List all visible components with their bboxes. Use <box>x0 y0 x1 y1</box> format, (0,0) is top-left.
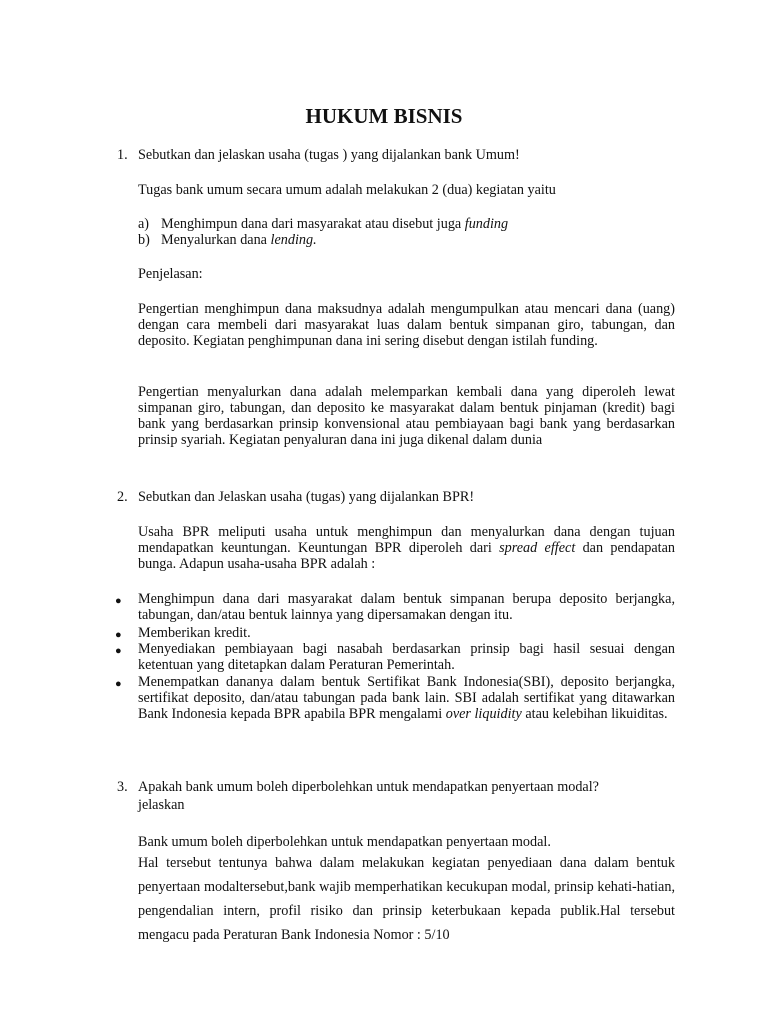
q1-explain-label: Penjelasan: <box>138 266 203 282</box>
q1-item-a <box>138 216 509 232</box>
q1-item-b <box>138 232 317 248</box>
q3-answer: Bank umum boleh diperbolehkan untuk mendapatkan penyertaan modal. <box>138 834 551 850</box>
q1-item-b-marker: b) <box>138 232 150 248</box>
document-title: HUKUM BISNIS <box>305 104 463 128</box>
bullet-icon: ● <box>115 595 122 607</box>
q2-intro-b: dan pendapatan bunga. Adapun usaha-usaha BPR adalah : <box>138 540 675 572</box>
q2-number: 2. <box>117 489 128 505</box>
q1-number: 1. <box>117 147 128 163</box>
q3-number: 3. <box>117 779 128 795</box>
q2-intro <box>138 524 675 572</box>
bullet-icon: ● <box>115 645 122 657</box>
q1-item-b-text: Menyalurkan dana <box>161 232 271 248</box>
q3-question-line-2: jelaskan <box>138 797 185 813</box>
q2-question: Sebutkan dan Jelaskan usaha (tugas) yang dijalankan BPR! <box>138 489 475 505</box>
q1-paragraph-2: Pengertian menyalurkan dana adalah melemparkan kembali dana yang diperoleh lewat simpanan giro, tabungan, dan deposito ke masyarakat dalam bentuk pinjaman (kredit) bagi bank yang berdasarkan prinsip konvensional atau pembiayaan bagi bank yang berdasarkan prinsip syariah. Kegiatan penyaluran dana ini juga dikenal dalam dunia <box>138 384 675 448</box>
q1-item-a-italic: funding <box>464 216 509 232</box>
q2-bullet-4-b: atau kelebihan likuiditas. <box>521 706 668 722</box>
q2-bullet-3: Menyediakan pembiayaan bagi nasabah berdasarkan prinsip bagi hasil sesuai dengan ketentuan yang ditetapkan dalam Peraturan Pemerintah. <box>138 641 675 673</box>
q1-item-a-marker: a) <box>138 216 150 232</box>
bullet-icon: ● <box>115 678 122 690</box>
q2-intro-a: Usaha BPR meliputi usaha untuk menghimpun dan menyalurkan dana dengan tujuan mendapatkan keuntungan. Keuntungan BPR diperoleh dari <box>138 524 675 556</box>
q1-question: Sebutkan dan jelaskan usaha (tugas ) yang dijalankan bank Umum! <box>138 147 520 163</box>
q2-intro-italic: spread effect <box>499 540 576 556</box>
q2-bullet-2: Memberikan kredit. <box>138 625 251 641</box>
q3-paragraph: Hal tersebut tentunya bahwa dalam melakukan kegiatan penyediaan dana dalam bentuk penyertaan modaltersebut,bank wajib memperhatikan kecukupan modal, prinsip kehati-hatian, pengendalian intern, profil risiko dan prinsip keterbukaan kepada publik.Hal tersebut mengacu pada Peraturan Bank Indonesia Nomor : 5/10 <box>138 855 675 943</box>
q2-bullet-4 <box>138 674 675 722</box>
q2-bullet-4-italic: over liquidity <box>445 706 522 722</box>
q1-item-b-italic: lending. <box>270 232 317 248</box>
q3-question-line-1: Apakah bank umum boleh diperbolehkan untuk mendapatkan penyertaan modal? <box>138 779 599 795</box>
q1-intro: Tugas bank umum secara umum adalah melakukan 2 (dua) kegiatan yaitu <box>138 182 556 198</box>
q1-item-a-text: Menghimpun dana dari masyarakat atau disebut juga <box>161 216 465 232</box>
q2-bullet-1: Menghimpun dana dari masyarakat dalam bentuk simpanan berupa deposito berjangka, tabungan, dan/atau bentuk lainnya yang dipersamakan dengan itu. <box>138 591 675 623</box>
bullet-icon: ● <box>115 629 122 641</box>
q1-paragraph-1: Pengertian menghimpun dana maksudnya adalah mengumpulkan atau mencari dana (uang) dengan cara membeli dari masyarakat luas dalam bentuk simpanan giro, tabungan, dan deposito. Kegiatan penghimpunan dana ini sering disebut dengan istilah funding. <box>138 301 675 349</box>
q2-bullet-4-a: Menempatkan dananya dalam bentuk Sertifikat Bank Indonesia(SBI), deposito berjangka, sertifikat deposito, dan/atau tabungan pada bank lain. SBI adalah sertifikat yang ditawarkan Bank Indonesia kepada BPR apabila BPR mengalami <box>138 674 675 722</box>
